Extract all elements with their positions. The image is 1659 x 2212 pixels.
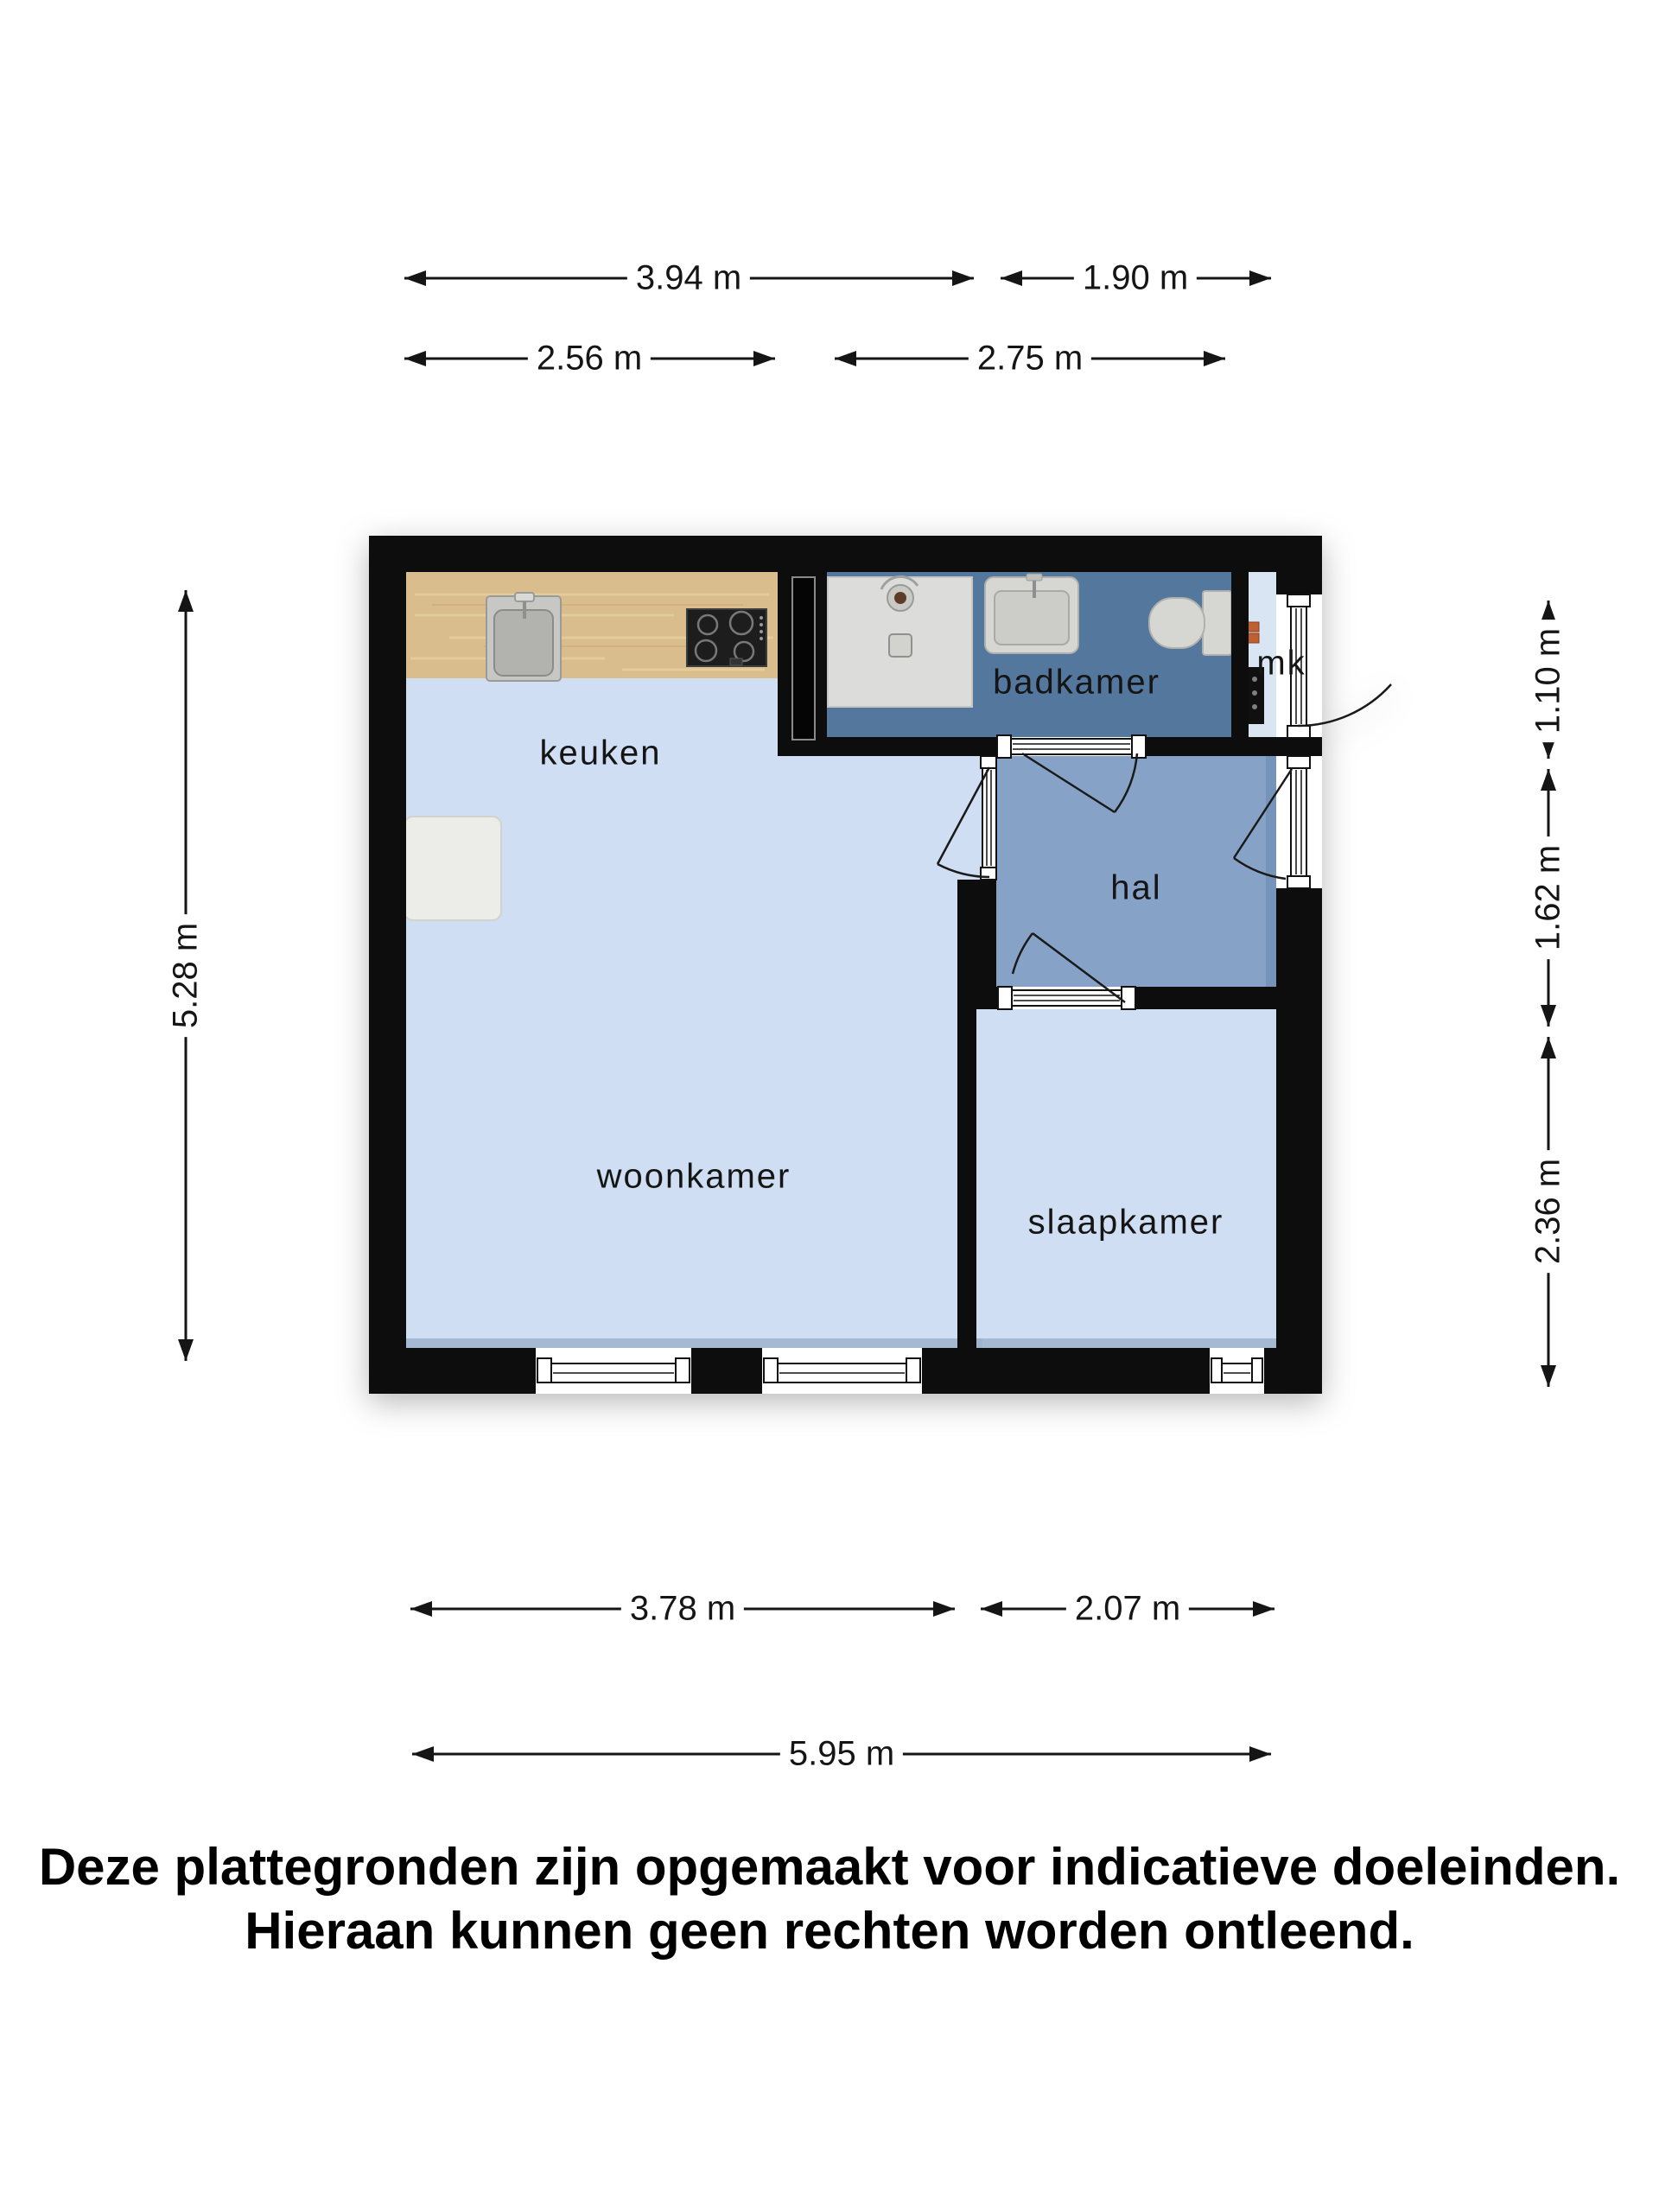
window bbox=[1210, 1348, 1264, 1394]
room-label-woonkamer: woonkamer bbox=[596, 1157, 791, 1196]
dim-top-inner-left: 2.56 m bbox=[528, 340, 651, 378]
slaapkamer-floor bbox=[976, 1009, 1276, 1348]
dim-right-top: 1.10 m bbox=[1529, 620, 1568, 742]
dim-bottom-total: 5.95 m bbox=[780, 1735, 903, 1774]
room-label-mk: mk bbox=[1256, 644, 1306, 683]
window bbox=[536, 1348, 691, 1394]
dim-right-bottom: 2.36 m bbox=[1529, 1150, 1568, 1273]
shower-icon bbox=[828, 576, 972, 707]
washbasin-icon bbox=[985, 574, 1078, 653]
dim-bottom-right: 2.07 m bbox=[1066, 1590, 1189, 1629]
cooktop-icon bbox=[687, 609, 766, 666]
disclaimer-line2: Hieraan kunnen geen rechten worden ontleend. bbox=[245, 1902, 1414, 1960]
window bbox=[762, 1348, 922, 1394]
floor-edge bbox=[1266, 756, 1276, 987]
dim-right-middle: 1.62 m bbox=[1529, 836, 1568, 959]
toilet-icon bbox=[1149, 591, 1231, 655]
room-label-keuken: keuken bbox=[539, 734, 662, 772]
plan bbox=[369, 536, 1391, 1394]
kitchen-sink-icon bbox=[486, 593, 561, 681]
dim-left-total: 5.28 m bbox=[167, 914, 206, 1037]
room-label-hal: hal bbox=[1110, 868, 1162, 907]
dim-top-outer-right: 1.90 m bbox=[1074, 259, 1197, 298]
disclaimer bbox=[0, 1835, 1659, 1963]
dim-top-outer-left: 3.94 m bbox=[627, 259, 750, 298]
room-label-badkamer: badkamer bbox=[993, 663, 1160, 702]
disclaimer-line1: Deze plattegronden zijn opgemaakt voor indicatieve doeleinden. bbox=[38, 1838, 1621, 1896]
room-label-slaapkamer: slaapkamer bbox=[1027, 1203, 1224, 1242]
dim-bottom-left: 3.78 m bbox=[621, 1590, 744, 1629]
shaft bbox=[792, 577, 815, 740]
appliance-icon bbox=[404, 817, 501, 920]
floor-edge bbox=[976, 1338, 1276, 1348]
dim-top-inner-right: 2.75 m bbox=[969, 340, 1091, 378]
floor-edge bbox=[406, 1338, 982, 1348]
